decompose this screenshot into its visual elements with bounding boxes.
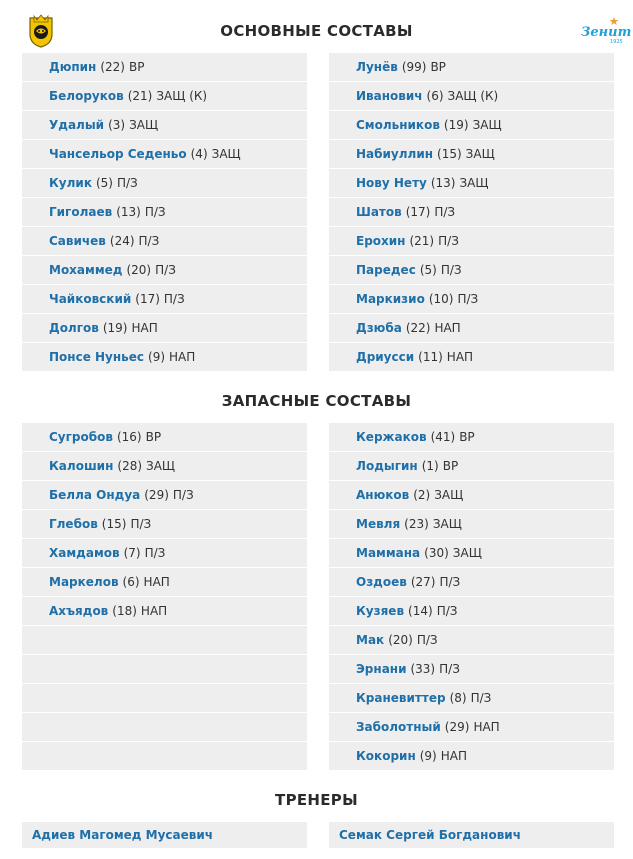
player-name[interactable]: Удалый <box>49 118 105 132</box>
player-row <box>329 481 614 509</box>
player-number: (28) <box>117 459 143 473</box>
player-number: (6) <box>426 89 444 103</box>
player-number: (41) <box>430 430 456 444</box>
player-row <box>329 713 614 741</box>
player-position: П/З <box>116 176 138 190</box>
player-number: (15) <box>437 147 462 161</box>
player-name[interactable]: Анюков <box>356 488 410 502</box>
player-name[interactable]: Белоруков <box>49 89 124 103</box>
player-position: ВР <box>442 459 459 473</box>
player-number: (19) <box>102 321 128 335</box>
player-number: (22) <box>100 60 125 74</box>
player-position: ЗАЩ <box>459 176 489 190</box>
player-position: ВР <box>128 60 145 74</box>
player-name[interactable]: Маркизио <box>356 292 425 306</box>
player-name[interactable]: Чансельор Седеньо <box>49 147 187 161</box>
player-name[interactable]: Шатов <box>356 205 402 219</box>
player-number: (30) <box>424 546 449 560</box>
player-row <box>329 742 614 770</box>
player-row <box>22 314 307 342</box>
zenit-logo-text: Зенит <box>581 25 632 40</box>
empty-row <box>22 713 307 741</box>
subs-title: ЗАПАСНЫЕ СОСТАВЫ <box>221 392 412 410</box>
player-row <box>22 111 307 139</box>
player-row <box>329 539 614 567</box>
player-name[interactable]: Кулик <box>49 176 92 190</box>
player-name[interactable]: Дзюба <box>356 321 402 335</box>
player-number: (15) <box>101 517 127 531</box>
player-position: П/З <box>470 691 492 705</box>
player-position: П/З <box>138 234 160 248</box>
player-position: ЗАЩ (К) <box>156 89 208 103</box>
player-number: (2) <box>413 488 431 502</box>
player-number: (17) <box>405 205 431 219</box>
player-row <box>22 140 307 168</box>
player-number: (4) <box>190 147 208 161</box>
player-position: НАП <box>131 321 158 335</box>
zenit-logo-year: 1925 <box>610 39 623 45</box>
player-position: НАП <box>140 604 168 618</box>
player-name[interactable]: Белла Ондуа <box>49 488 141 502</box>
player-row <box>329 256 614 284</box>
player-row <box>22 452 307 480</box>
player-row <box>329 343 614 371</box>
player-name[interactable]: Хамдамов <box>49 546 120 560</box>
player-row <box>329 626 614 654</box>
player-name[interactable]: Маркелов <box>49 575 119 589</box>
away-starters-list <box>329 53 614 372</box>
player-name[interactable]: Долгов <box>49 321 99 335</box>
player-row <box>22 597 307 625</box>
player-name[interactable]: Калошин <box>49 459 114 473</box>
player-number: (21) <box>127 89 153 103</box>
player-number: (6) <box>122 575 140 589</box>
player-name[interactable]: Иванович <box>356 89 423 103</box>
player-number: (11) <box>418 350 443 364</box>
empty-row <box>22 655 307 683</box>
player-position: ЗАЩ <box>211 147 241 161</box>
player-number: (8) <box>449 691 467 705</box>
player-name[interactable]: Смольников <box>356 118 440 132</box>
player-row <box>22 169 307 197</box>
player-position: П/З <box>130 517 152 531</box>
player-name[interactable]: Мохаммед <box>49 263 123 277</box>
player-row <box>22 343 307 371</box>
player-number: (14) <box>408 604 433 618</box>
player-number: (1) <box>421 459 439 473</box>
player-name[interactable]: Понсе Нуньес <box>49 350 145 364</box>
coach-name[interactable]: Адиев Магомед Мусаевич <box>32 828 214 842</box>
empty-row <box>22 742 307 770</box>
player-row <box>329 314 614 342</box>
player-position: П/З <box>434 205 456 219</box>
player-position: П/З <box>457 292 479 306</box>
player-number: (5) <box>95 176 113 190</box>
away-subs-list <box>329 423 614 771</box>
player-row <box>329 510 614 538</box>
player-position: НАП <box>446 350 474 364</box>
empty-row <box>22 684 307 712</box>
player-number: (16) <box>116 430 142 444</box>
player-number: (18) <box>112 604 137 618</box>
player-row <box>329 169 614 197</box>
player-position: П/З <box>172 488 194 502</box>
player-position: НАП <box>440 749 467 763</box>
player-name[interactable]: Чайковский <box>49 292 132 306</box>
player-position: ЗАЩ (К) <box>447 89 499 103</box>
player-row <box>329 655 614 683</box>
player-name[interactable]: Мевля <box>356 517 401 531</box>
player-position: П/З <box>439 575 461 589</box>
player-row <box>22 481 307 509</box>
player-row <box>22 423 307 451</box>
player-position: П/З <box>144 546 166 560</box>
player-number: (17) <box>135 292 160 306</box>
player-number: (7) <box>123 546 141 560</box>
player-position: ЗАЩ <box>129 118 159 132</box>
player-name[interactable]: Нову Нету <box>356 176 427 190</box>
player-row <box>329 82 614 110</box>
player-number: (24) <box>109 234 135 248</box>
player-row <box>329 568 614 596</box>
player-number: (20) <box>388 633 413 647</box>
home-subs-list <box>22 423 307 771</box>
player-row <box>329 684 614 712</box>
player-row <box>329 452 614 480</box>
player-number: (21) <box>409 234 435 248</box>
player-row <box>329 285 614 313</box>
player-number: (27) <box>410 575 436 589</box>
coaches-title: ТРЕНЕРЫ <box>275 791 358 809</box>
starters-title: ОСНОВНЫЕ СОСТАВЫ <box>220 22 413 40</box>
player-name[interactable]: Заболотный <box>356 720 441 734</box>
player-row <box>22 53 307 81</box>
player-name[interactable]: Эрнани <box>356 662 407 676</box>
player-position: НАП <box>473 720 500 734</box>
player-row <box>329 53 614 81</box>
player-name[interactable]: Дюпин <box>49 60 97 74</box>
player-name[interactable]: Глебов <box>49 517 98 531</box>
player-name[interactable]: Лодыгин <box>356 459 418 473</box>
player-row <box>329 423 614 451</box>
coach-row <box>22 822 307 848</box>
player-name[interactable]: Маммана <box>356 546 421 560</box>
player-row <box>22 539 307 567</box>
player-position: П/З <box>440 263 462 277</box>
player-number: (9) <box>419 749 437 763</box>
player-position: ВР <box>430 60 446 74</box>
player-number: (22) <box>405 321 431 335</box>
player-position: ЗАЩ <box>452 546 482 560</box>
player-name[interactable]: Савичев <box>49 234 106 248</box>
home-starters-list <box>22 53 307 372</box>
home-coach <box>22 822 307 848</box>
player-name[interactable]: Краневиттер <box>356 691 446 705</box>
player-number: (33) <box>410 662 436 676</box>
player-row <box>329 227 614 255</box>
player-name[interactable]: Паредес <box>356 263 416 277</box>
player-position: П/З <box>436 604 458 618</box>
player-position: ЗАЩ <box>432 517 462 531</box>
player-position: ЗАЩ <box>472 118 502 132</box>
player-number: (5) <box>419 263 437 277</box>
player-name[interactable]: Мак <box>356 633 385 647</box>
player-number: (13) <box>430 176 456 190</box>
player-name[interactable]: Дриусси <box>356 350 415 364</box>
player-row <box>329 198 614 226</box>
player-number: (9) <box>148 350 166 364</box>
player-position: НАП <box>143 575 170 589</box>
player-position: П/З <box>439 662 460 676</box>
player-name[interactable]: Ахъядов <box>49 604 109 618</box>
player-name[interactable]: Гиголаев <box>49 205 113 219</box>
coach-name[interactable]: Семак Сергей Богданович <box>339 828 521 842</box>
player-position: НАП <box>169 350 196 364</box>
player-position: ВР <box>145 430 162 444</box>
player-name[interactable]: Набиуллин <box>356 147 434 161</box>
player-position: НАП <box>434 321 461 335</box>
player-position: П/З <box>155 263 176 277</box>
player-row <box>22 285 307 313</box>
player-number: (19) <box>443 118 469 132</box>
player-name[interactable]: Лунёв <box>356 60 398 74</box>
player-number: (10) <box>428 292 454 306</box>
player-number: (3) <box>108 118 126 132</box>
player-position: П/З <box>163 292 185 306</box>
player-name[interactable]: Кокорин <box>356 749 416 763</box>
player-name[interactable]: Кузяев <box>356 604 405 618</box>
player-position: ЗАЩ <box>465 147 495 161</box>
player-row <box>329 111 614 139</box>
player-number: (99) <box>401 60 427 74</box>
player-number: (29) <box>144 488 169 502</box>
player-name[interactable]: Ерохин <box>356 234 406 248</box>
player-number: (29) <box>444 720 470 734</box>
player-number: (20) <box>126 263 152 277</box>
player-number: (13) <box>116 205 141 219</box>
away-coach <box>329 822 614 848</box>
player-row <box>329 597 614 625</box>
player-row <box>329 140 614 168</box>
player-position: П/З <box>144 205 166 219</box>
player-row <box>22 82 307 110</box>
player-row <box>22 510 307 538</box>
coach-row <box>329 822 614 848</box>
player-number: (23) <box>404 517 429 531</box>
player-row <box>22 227 307 255</box>
player-name[interactable]: Оздоев <box>356 575 407 589</box>
player-position: П/З <box>438 234 459 248</box>
player-row <box>22 198 307 226</box>
empty-row <box>22 626 307 654</box>
player-position: ЗАЩ <box>434 488 464 502</box>
player-row <box>22 568 307 596</box>
player-position: ЗАЩ <box>146 459 176 473</box>
player-name[interactable]: Сугробов <box>49 430 113 444</box>
player-position: ВР <box>459 430 475 444</box>
player-position: П/З <box>416 633 438 647</box>
player-name[interactable]: Кержаков <box>356 430 427 444</box>
player-row <box>22 256 307 284</box>
